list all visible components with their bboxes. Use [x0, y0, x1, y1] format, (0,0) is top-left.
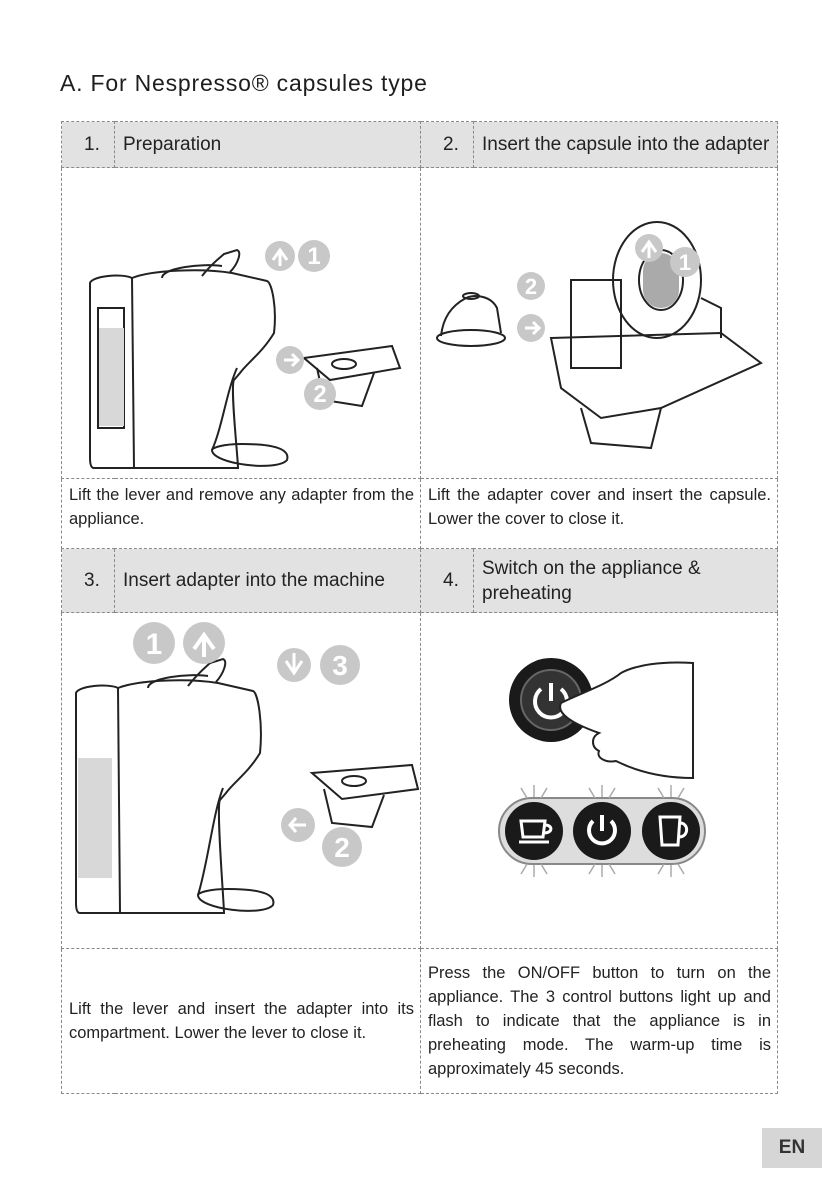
- step-3-heading: Insert adapter into the machine: [115, 549, 421, 613]
- step-1-illustration: [62, 168, 421, 479]
- instruction-table: [61, 121, 778, 1094]
- step-2-description: Lift the adapter cover and insert the capsule. Lower the cover to close it.: [421, 479, 778, 549]
- step-1-description: Lift the lever and remove any adapter from the appliance.: [62, 479, 421, 549]
- marker-2: 2: [313, 381, 327, 408]
- marker-1: 1: [145, 628, 163, 661]
- espresso-cup-icon: [505, 802, 563, 860]
- step-3-illustration: [62, 613, 421, 949]
- step-3-description: Lift the lever and insert the adapter into its compartment. Lower the lever to close it.: [62, 949, 421, 1094]
- marker-2: 2: [334, 832, 350, 863]
- step-1-number: 1.: [62, 122, 115, 168]
- arrow-up-marker: [635, 234, 663, 262]
- arrow-right-marker: [276, 346, 304, 374]
- description-row-1: [62, 479, 778, 549]
- step-1-heading: Preparation: [115, 122, 421, 168]
- header-row-2: [62, 549, 778, 613]
- step-2-illustration: [421, 168, 778, 479]
- marker-2: 2: [524, 274, 538, 299]
- image-row-1: [62, 168, 778, 479]
- step-3-number: 3.: [62, 549, 115, 613]
- step-4-number: 4.: [421, 549, 474, 613]
- arrow-up-marker: [183, 622, 225, 664]
- step-4-heading: Switch on the appliance & preheating: [474, 549, 778, 613]
- image-row-2: [62, 613, 778, 949]
- step-2-heading: Insert the capsule into the adapter: [474, 122, 778, 168]
- step-4-illustration: [421, 613, 778, 949]
- marker-1: 1: [307, 243, 321, 270]
- section-title: A. For Nespresso® capsules type: [60, 70, 428, 96]
- description-row-2: [62, 949, 778, 1094]
- marker-3: 3: [332, 650, 348, 681]
- power-icon: [573, 802, 631, 860]
- header-row-1: [62, 122, 778, 168]
- arrow-down-marker: [277, 648, 311, 682]
- step-2-number: 2.: [421, 122, 474, 168]
- step-4-description: Press the ON/OFF button to turn on the appliance. The 3 control buttons light up and flash to indicate that the appliance is in preheating mode. The warm-up time is approximately 45 seconds.: [421, 949, 778, 1094]
- marker-1: 1: [678, 250, 692, 275]
- language-tab: EN: [762, 1128, 822, 1168]
- capsule-icon: [437, 293, 505, 346]
- adapter-icon: [312, 765, 418, 827]
- arrow-right-marker: [517, 314, 545, 342]
- arrow-up-marker: [265, 241, 295, 271]
- large-cup-icon: [642, 802, 700, 860]
- arrow-left-marker: [281, 808, 315, 842]
